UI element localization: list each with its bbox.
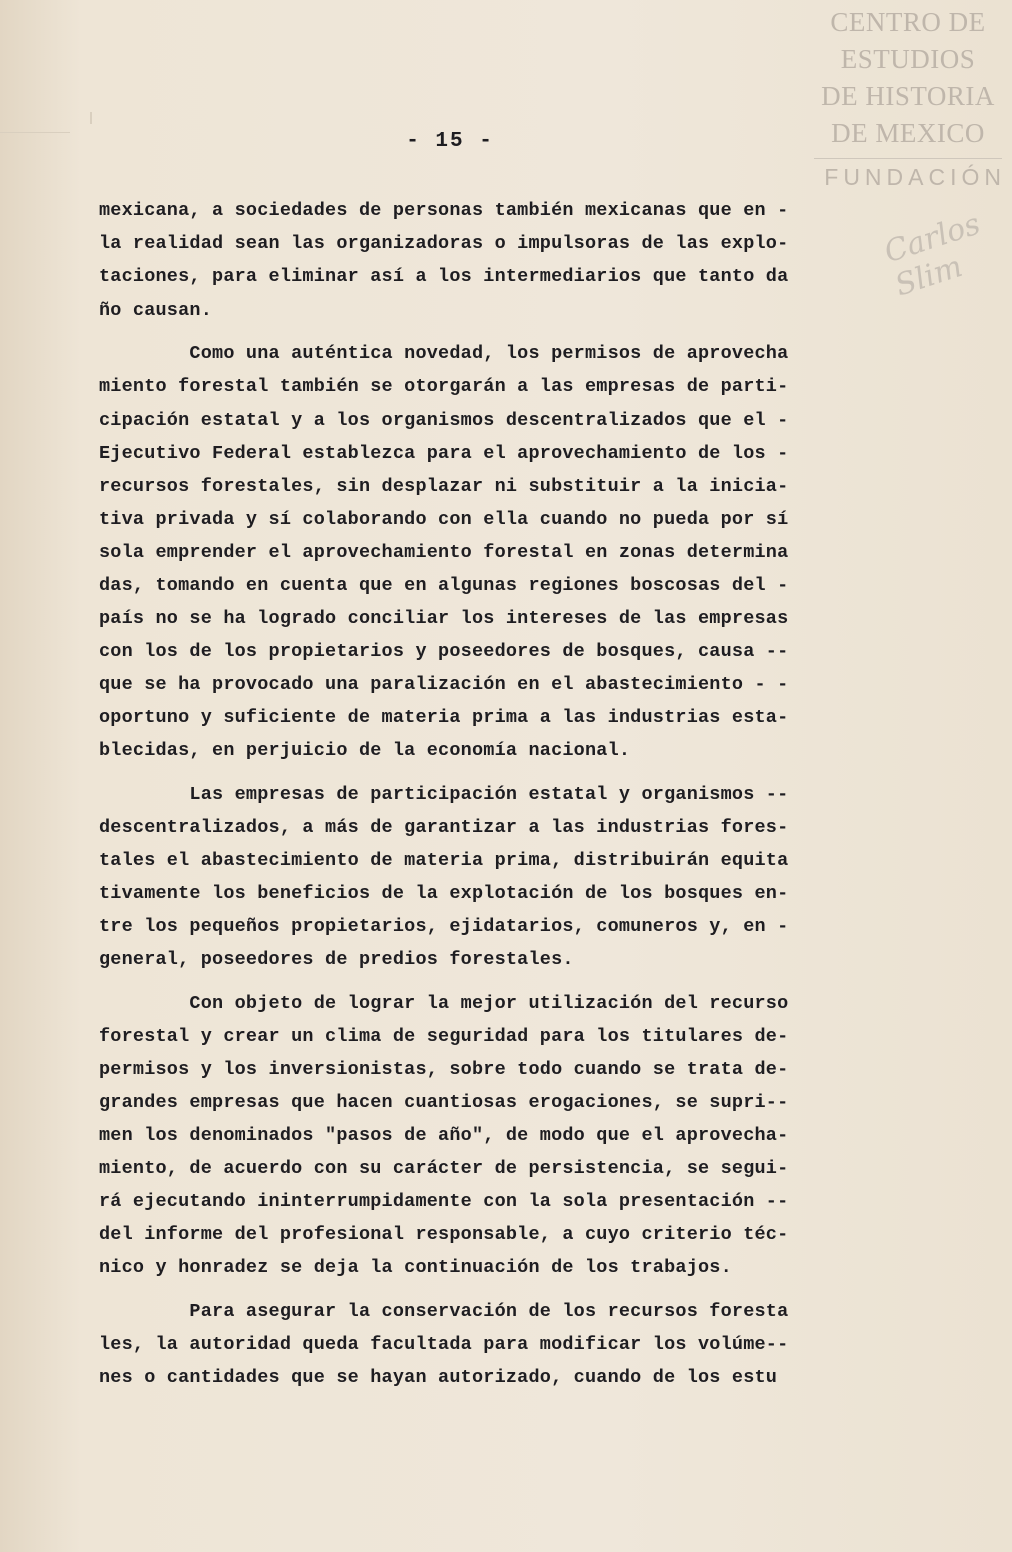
page-number: - 15 - [406,130,494,153]
text-line: del informe del profesional responsable, a cuyo criterio téc- [99,1224,789,1245]
text-line: ño causan. [99,300,213,321]
text-line: general, poseedores de predios forestales. [99,949,574,970]
watermark-foundation: FUNDACIÓN [824,164,1006,190]
text-line: miento forestal también se otorgarán a las empresas de parti- [99,376,789,397]
text-line: oportuno y suficiente de materia prima a las industrias esta- [99,707,789,728]
text-line: tales el abastecimiento de materia prima, distribuirán equita [99,850,789,871]
text-line: país no se ha logrado conciliar los intereses de las empresas [99,608,789,629]
text-line: miento, de acuerdo con su carácter de persistencia, se segui- [99,1158,789,1179]
text-line: das, tomando en cuenta que en algunas regiones boscosas del - [99,575,789,596]
text-line: con los de los propietarios y poseedores de bosques, causa -- [99,641,789,662]
watermark-divider [814,158,1002,159]
text-line: grandes empresas que hacen cuantiosas erogaciones, se supri-- [99,1092,789,1113]
text-line: men los denominados "pasos de año", de modo que el aprovecha- [99,1125,789,1146]
watermark-line: DE MEXICO [831,118,985,148]
text-line: les, la autoridad queda facultada para modificar los volúme-- [99,1334,789,1355]
text-line: rá ejecutando ininterrumpidamente con la sola presentación -- [99,1191,789,1212]
watermark-line: CENTRO DE [830,7,986,37]
text-line: tivamente los beneficios de la explotación de los bosques en- [99,883,789,904]
text-line: tiva privada y sí colaborando con ella cuando no pueda por sí [99,509,789,530]
watermark-signature: Carlos Slim [880,206,985,304]
text-line: la realidad sean las organizadoras o impulsoras de las explo- [99,233,789,254]
text-line: Para asegurar la conservación de los recursos foresta [99,1301,789,1322]
text-line: Ejecutivo Federal establezca para el aprovechamiento de los - [99,443,789,464]
text-line: forestal y crear un clima de seguridad para los titulares de- [99,1026,789,1047]
text-line: Las empresas de participación estatal y organismos -- [99,784,789,805]
text-line: nes o cantidades que se hayan autorizado, cuando de los estu [99,1367,778,1388]
watermark-line: ESTUDIOS [840,44,976,74]
text-line: sola emprender el aprovechamiento forestal en zonas determina [99,542,789,563]
text-line: recursos forestales, sin desplazar ni substituir a la inicia- [99,476,789,497]
text-line: Como una auténtica novedad, los permisos de aprovecha [99,343,789,364]
watermark [808,4,1008,191]
scan-mark [90,112,92,124]
text-line: que se ha provocado una paralización en el abastecimiento - - [99,674,789,695]
text-line: permisos y los inversionistas, sobre todo cuando se trata de- [99,1059,789,1080]
text-line: tre los pequeños propietarios, ejidatarios, comuneros y, en - [99,916,789,937]
text-line: cipación estatal y a los organismos descentralizados que el - [99,410,789,431]
text-line: blecidas, en perjuicio de la economía nacional. [99,740,631,761]
text-line: taciones, para eliminar así a los intermediarios que tanto da [99,266,789,287]
text-line: Con objeto de lograr la mejor utilización del recurso [99,993,789,1014]
text-line: nico y honradez se deja la continuación de los trabajos. [99,1257,732,1278]
scan-mark [0,132,70,133]
watermark-line: DE HISTORIA [821,81,995,111]
text-line: mexicana, a sociedades de personas también mexicanas que en - [99,200,789,221]
text-line: descentralizados, a más de garantizar a las industrias fores- [99,817,789,838]
